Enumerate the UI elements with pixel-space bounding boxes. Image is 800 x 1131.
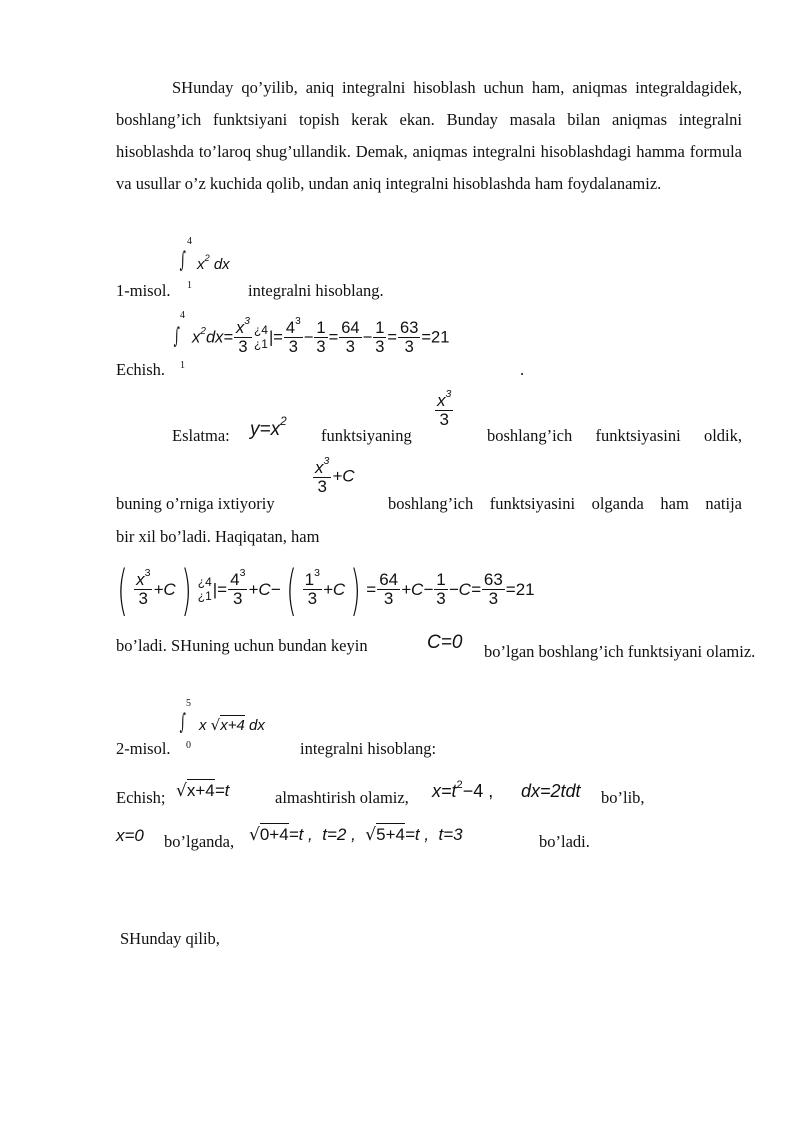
integral-sign: ∫ — [173, 324, 180, 349]
solution2-text3: bo’lganda, — [164, 832, 235, 851]
lower-limit: 0 — [186, 740, 191, 751]
p3-c0: C=0 — [427, 632, 463, 653]
solution1-expr: $x^2dx=$ $\frac{x^3}{3}$ ¿4 ¿1 |= $\frac{4^3}{3}$ − $\frac{1}{3}$ = $\frac{64}{3}$ − $\frac{1}{3}$ = $\frac{63}{3}$ =21 — [192, 316, 450, 357]
integral-sign: ∫ — [179, 248, 186, 273]
example1-integral — [181, 236, 241, 294]
lower-limit: 1 — [187, 280, 192, 291]
example2-label: 2-misol. — [116, 739, 171, 758]
note-fraction: $\frac{x^3}{3}$ — [437, 388, 452, 429]
example2-task: integralni hisoblang: — [300, 739, 437, 758]
integrand: $x^2$ dx — [197, 253, 230, 273]
p3-end: bo’lgan boshlang’ich funktsiyani olamiz. — [484, 642, 756, 661]
solution2-label: Echish; — [116, 788, 166, 807]
note-line2-end: boshlang’ich funktsiyasini olganda ham natija — [388, 494, 742, 513]
note-text1: boshlang’ich funktsiyasini oldik, — [487, 426, 742, 445]
upper-limit: 4 — [180, 310, 185, 321]
proof-equation: ( $\frac{x^3}{3}$ +C ) ¿4 ¿1 |= $\frac{4^3}{3}$ +C− ( $\frac{1^3}{3}$ +C ) = $\frac{64}{3}$ +C− $\frac{1}{3}$ −C= $\frac{63}{3}$ =21 — [117, 558, 535, 622]
limits-expr: √0+4=t , t=2 , √5+4=t , t=3 — [249, 825, 463, 845]
note-word1: funktsiyaning — [321, 426, 412, 445]
upper-limit: 5 — [186, 698, 191, 709]
final-line: SHunday qilib, — [120, 929, 220, 948]
intro-paragraph — [116, 72, 742, 200]
intro-text: SHunday qo’yilib, aniq integralni hisoblash uchun ham, aniqmas integraldagidek, boshlang’ich funktsiyani topish kerak ekan. Bunday masala bilan aniqmas integralni hisoblashda to’laroq shug’ullandik. Demak, aniqmas integralni hisoblashdagi hamma formula va usullar o’z kuchida qolib, undan aniq integralni hisoblashda ham foydalanamiz. — [116, 78, 742, 193]
note-line2-start: buning o’rniga ixtiyoriy — [116, 494, 275, 513]
solution1-label: Echish. — [116, 360, 166, 379]
p3-start: bo’ladi. SHuning uchun bundan keyin — [116, 636, 368, 655]
lower-limit: 1 — [180, 360, 185, 371]
note-fraction-c: $\frac{x^3}{3}$ +C — [315, 455, 355, 496]
x-expression: $x=t^2-4$ , — [432, 778, 494, 801]
upper-limit: 4 — [187, 236, 192, 247]
substitution-expr: √x+4=t — [176, 781, 230, 801]
solution1-dot: . — [520, 360, 525, 379]
example1-task: integralni hisoblang. — [248, 281, 384, 300]
example2-integral — [181, 698, 301, 754]
solution2-text1: almashtirish olamiz, — [275, 788, 409, 807]
x0-expr: x=0 — [116, 826, 144, 845]
solution2-text4: bo’ladi. — [539, 832, 590, 851]
note-line3: bir xil bo’ladi. Haqiqatan, ham — [116, 527, 320, 546]
example1-label: 1-misol. — [116, 281, 171, 300]
note-label: Eslatma: — [172, 426, 230, 445]
solution2-text2: bo’lib, — [601, 788, 645, 807]
dx-expression: dx=2tdt — [521, 781, 581, 801]
integrand: x √x+4 dx — [199, 716, 265, 734]
integral-sign: ∫ — [179, 710, 186, 735]
note-function: $y=x^2$ — [250, 415, 287, 440]
solution1-equation — [175, 310, 545, 380]
